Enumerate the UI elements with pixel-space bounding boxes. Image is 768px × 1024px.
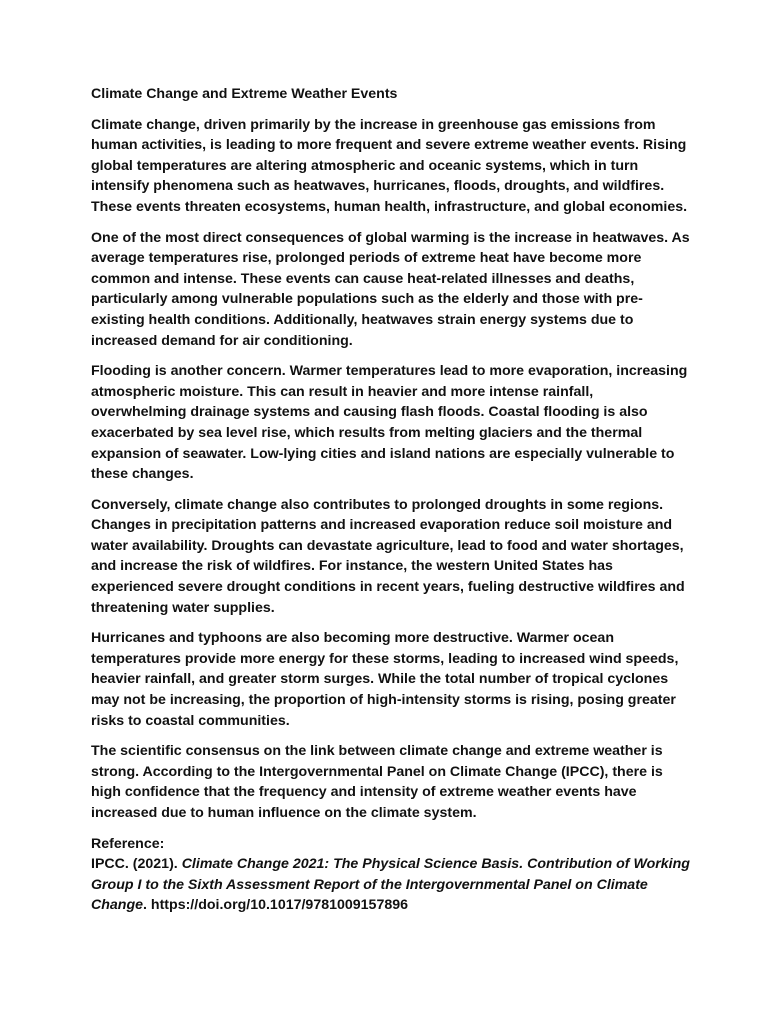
paragraph-heatwaves: One of the most direct consequences of global warming is the increase in heatwaves. As average temperatures rise, prolonged periods of extreme heat have become more common and intense. These events can cause heat-related illnesses and deaths, particularly among vulnerable populations such as the elderly and those with pre-existing health conditions. Additionally, heatwaves strain energy systems due to increased demand for air conditioning. <box>91 229 690 349</box>
paragraph-flooding: Flooding is another concern. Warmer temperatures lead to more evaporation, increasing atmospheric moisture. This can result in heavier and more intense rainfall, overwhelming drainage systems and causing flash floods. Coastal flooding is also exacerbated by sea level rise, which results from melting glaciers and the thermal expansion of seawater. Low-lying cities and island nations are especially vulnerable to these changes. <box>91 363 688 483</box>
reference-heading: Reference: <box>91 835 165 852</box>
paragraph-intro: Climate change, driven primarily by the increase in greenhouse gas emissions from human activities, is leading to more frequent and severe extreme weather events. Rising global temperatures are altering atmospheric and oceanic systems, which in turn intensify phenomena such as heatwaves, hurricanes, floods, droughts, and wildfires. These events threaten ecosystems, human health, infrastructure, and global economies. <box>91 116 688 215</box>
reference-citation <box>91 854 691 916</box>
paragraph-hurricanes: Hurricanes and typhoons are also becoming more destructive. Warmer ocean temperatures provide more energy for these storms, leading to increased wind speeds, heavier rainfall, and greater storm surges. While the total number of tropical cyclones may not be increasing, the proportion of high-intensity storms is rising, posing greater risks to coastal communities. <box>91 630 679 729</box>
paragraph-droughts: Conversely, climate change also contributes to prolonged droughts in some regions. Changes in precipitation patterns and increased evaporation reduce soil moisture and water availability. Droughts can devastate agriculture, lead to food and water shortages, and increase the risk of wildfires. For instance, the western United States has experienced severe drought conditions in recent years, fueling destructive wildfires and threatening water supplies. <box>91 496 685 616</box>
document-title: Climate Change and Extreme Weather Events <box>91 86 398 102</box>
document-page <box>91 84 691 916</box>
reference-work-title: Climate Change 2021: The Physical Science Basis. Contribution of Working Group I to the Sixth Assessment Report of the Intergovernmental Panel on Climate Change <box>91 856 690 914</box>
paragraph-consensus: The scientific consensus on the link between climate change and extreme weather is strong. According to the Intergovernmental Panel on Climate Change (IPCC), there is high confidence that the frequency and intensity of extreme weather events have increased due to human influence on the climate system. <box>91 743 663 821</box>
reference-doi: . https://doi.org/10.1017/9781009157896 <box>143 897 409 914</box>
reference-author-year: IPCC. (2021). <box>91 856 182 873</box>
